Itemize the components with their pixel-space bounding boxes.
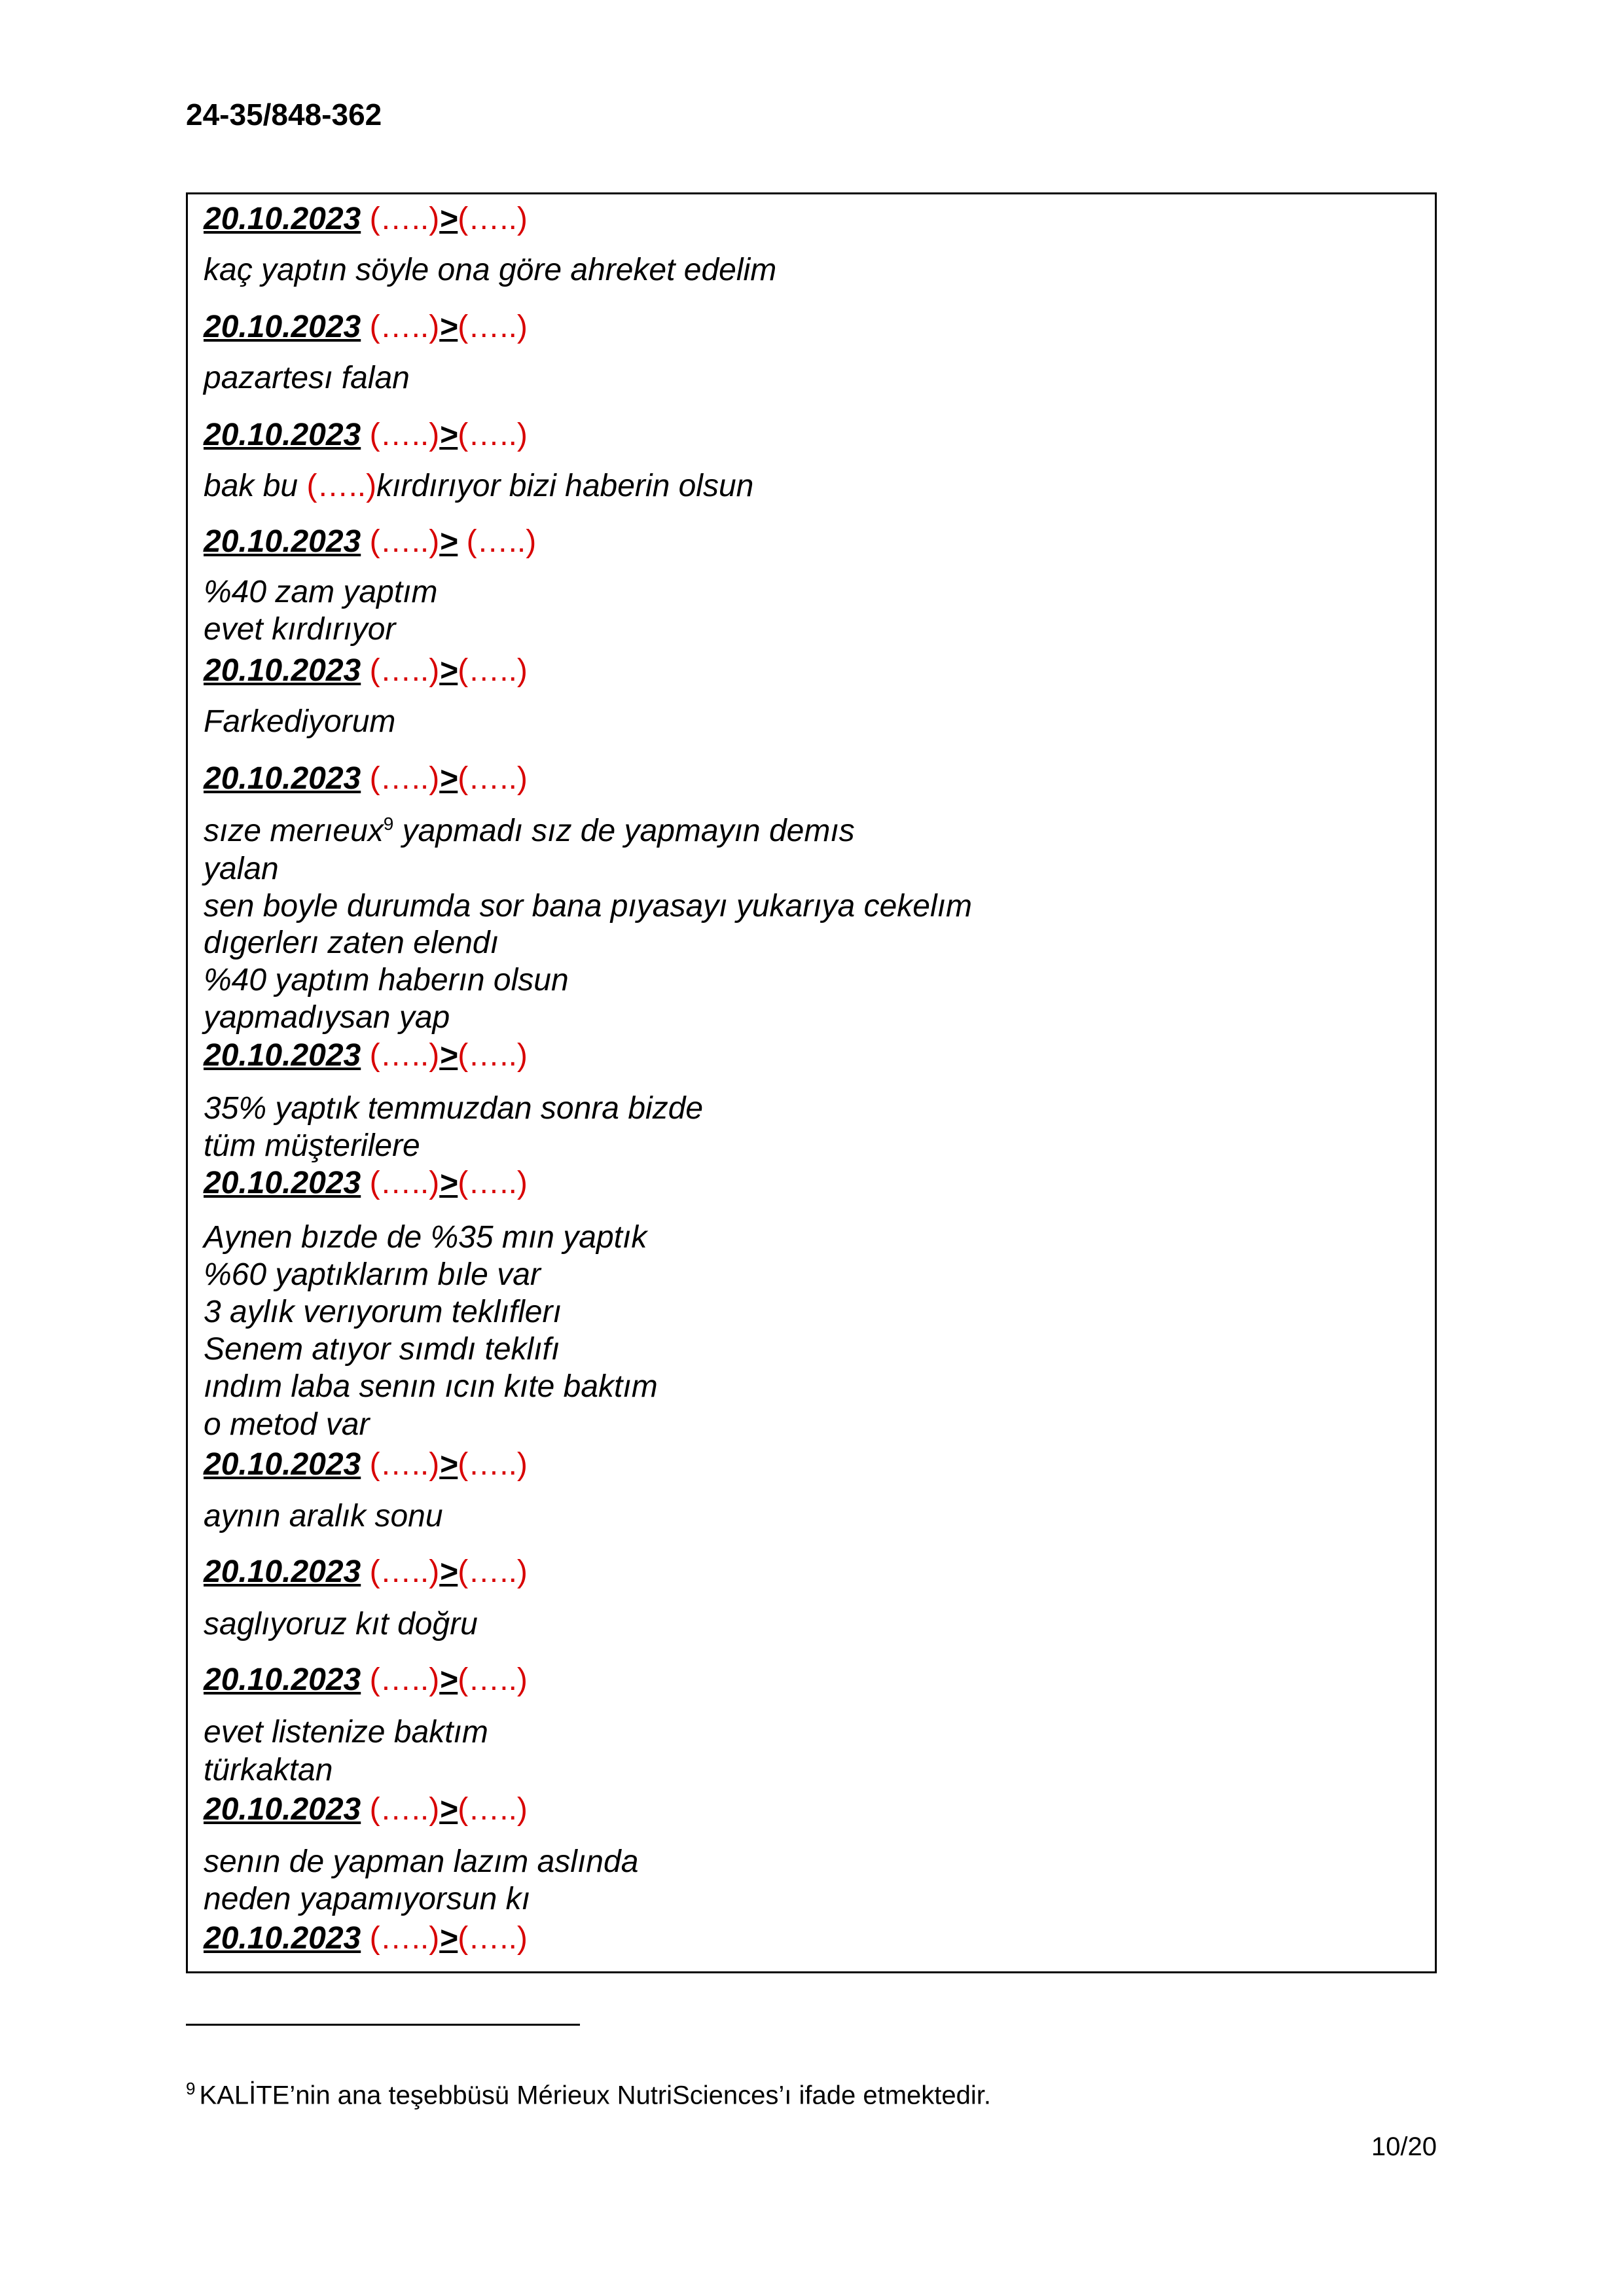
redacted-name: (…..) bbox=[306, 469, 377, 503]
redacted-recipient: (…..) bbox=[458, 1792, 528, 1827]
message-date: 20.10.2023 bbox=[204, 202, 361, 236]
message-text: Senem atıyor sımdı teklıfı bbox=[204, 1332, 560, 1367]
message-date: 20.10.2023 bbox=[204, 761, 361, 796]
message-header bbox=[204, 1662, 528, 1698]
message-header bbox=[204, 1554, 528, 1590]
direction-arrow: > bbox=[439, 1792, 458, 1827]
message-text-part: kırdırıyor bizi haberin olsun bbox=[376, 469, 754, 503]
message-text: o metod var bbox=[204, 1407, 370, 1442]
message-text: evet listenize baktım bbox=[204, 1715, 488, 1749]
message-header bbox=[204, 1791, 528, 1828]
footnote-separator bbox=[186, 2024, 580, 2026]
footnote bbox=[186, 2079, 991, 2110]
message-date: 20.10.2023 bbox=[204, 1554, 361, 1589]
redacted-recipient: (…..) bbox=[458, 524, 537, 559]
message-text: evet kırdırıyor bbox=[204, 612, 396, 647]
direction-arrow: > bbox=[439, 653, 458, 688]
message-text: yalan bbox=[204, 852, 279, 886]
direction-arrow: > bbox=[439, 1921, 458, 1956]
redacted-recipient: (…..) bbox=[458, 418, 528, 452]
message-text: kaç yaptın söyle ona göre ahreket edelim bbox=[204, 253, 777, 287]
redacted-recipient: (…..) bbox=[458, 310, 528, 344]
message-text: %40 zam yaptım bbox=[204, 575, 438, 609]
redacted-sender: (…..) bbox=[369, 1792, 440, 1827]
message-text: aynın aralık sonu bbox=[204, 1499, 443, 1534]
message-text: %60 yaptıklarım bıle var bbox=[204, 1257, 541, 1292]
message-text: tüm müşterilere bbox=[204, 1128, 420, 1163]
message-date: 20.10.2023 bbox=[204, 418, 361, 452]
message-header bbox=[204, 653, 528, 689]
redacted-sender: (…..) bbox=[369, 1921, 440, 1956]
message-text: pazartesı falan bbox=[204, 361, 410, 395]
message-date: 20.10.2023 bbox=[204, 310, 361, 344]
message-text: sen boyle durumda sor bana pıyasayı yukarıya cekelım bbox=[204, 889, 972, 924]
direction-arrow: > bbox=[439, 418, 458, 452]
message-text: dıgerlerı zaten elendı bbox=[204, 925, 499, 960]
footnote-marker: 9 bbox=[186, 2079, 196, 2098]
message-header bbox=[204, 1037, 528, 1074]
redacted-sender: (…..) bbox=[369, 761, 440, 796]
direction-arrow: > bbox=[439, 1554, 458, 1589]
redacted-sender: (…..) bbox=[369, 1662, 440, 1697]
message-date: 20.10.2023 bbox=[204, 1038, 361, 1073]
message-header bbox=[204, 1165, 528, 1202]
message-header bbox=[204, 309, 528, 346]
redacted-recipient: (…..) bbox=[458, 1166, 528, 1200]
message-text-part: sıze merıeux bbox=[204, 814, 384, 848]
message-header bbox=[204, 761, 528, 797]
message-text: Aynen bızde de %35 mın yaptık bbox=[204, 1220, 647, 1255]
message-text-part: yapmadı sız de yapmayın demıs bbox=[393, 814, 855, 848]
message-date: 20.10.2023 bbox=[204, 1447, 361, 1482]
message-text: senın de yapman lazım aslında bbox=[204, 1844, 639, 1879]
footnote-text: KALİTE’nin ana teşebbüsü Mérieux NutriSciences’ı ifade etmektedir. bbox=[199, 2081, 991, 2110]
direction-arrow: > bbox=[439, 1662, 458, 1697]
message-header bbox=[204, 1446, 528, 1483]
redacted-sender: (…..) bbox=[369, 1554, 440, 1589]
redacted-recipient: (…..) bbox=[458, 1447, 528, 1482]
footnote-reference: 9 bbox=[383, 814, 394, 834]
message-text bbox=[204, 813, 855, 850]
message-date: 20.10.2023 bbox=[204, 524, 361, 559]
message-date: 20.10.2023 bbox=[204, 653, 361, 688]
direction-arrow: > bbox=[439, 1447, 458, 1482]
message-text-part: bak bu bbox=[204, 469, 307, 503]
redacted-recipient: (…..) bbox=[458, 653, 528, 688]
direction-arrow: > bbox=[439, 310, 458, 344]
message-text: saglıyoruz kıt doğru bbox=[204, 1607, 478, 1641]
direction-arrow: > bbox=[439, 1166, 458, 1200]
redacted-recipient: (…..) bbox=[458, 1921, 528, 1956]
redacted-sender: (…..) bbox=[369, 524, 440, 559]
redacted-recipient: (…..) bbox=[458, 1662, 528, 1697]
message-text: yapmadıysan yap bbox=[204, 1000, 450, 1035]
message-header bbox=[204, 417, 528, 454]
message-date: 20.10.2023 bbox=[204, 1166, 361, 1200]
direction-arrow: > bbox=[439, 1038, 458, 1073]
document-id: 24-35/848-362 bbox=[186, 98, 382, 132]
direction-arrow: > bbox=[439, 524, 458, 559]
redacted-sender: (…..) bbox=[369, 202, 440, 236]
message-text: 3 aylık verıyorum teklıflerı bbox=[204, 1295, 562, 1329]
message-text: türkaktan bbox=[204, 1753, 333, 1787]
message-log-box bbox=[186, 192, 1437, 1973]
message-text: %40 yaptım haberın olsun bbox=[204, 963, 569, 997]
message-text bbox=[204, 468, 753, 505]
direction-arrow: > bbox=[439, 202, 458, 236]
message-header bbox=[204, 201, 528, 238]
message-text: ındım laba senın ıcın kıte baktım bbox=[204, 1369, 658, 1404]
message-date: 20.10.2023 bbox=[204, 1921, 361, 1956]
redacted-recipient: (…..) bbox=[458, 202, 528, 236]
message-text: Farkediyorum bbox=[204, 704, 396, 739]
message-date: 20.10.2023 bbox=[204, 1662, 361, 1697]
redacted-sender: (…..) bbox=[369, 418, 440, 452]
message-text: 35% yaptık temmuzdan sonra bizde bbox=[204, 1091, 704, 1126]
redacted-sender: (…..) bbox=[369, 310, 440, 344]
redacted-sender: (…..) bbox=[369, 1447, 440, 1482]
message-text: neden yapamıyorsun kı bbox=[204, 1882, 530, 1916]
redacted-recipient: (…..) bbox=[458, 1554, 528, 1589]
direction-arrow: > bbox=[439, 761, 458, 796]
message-header bbox=[204, 1920, 528, 1957]
redacted-recipient: (…..) bbox=[458, 761, 528, 796]
page-number: 10/20 bbox=[1371, 2132, 1437, 2161]
redacted-sender: (…..) bbox=[369, 1166, 440, 1200]
redacted-sender: (…..) bbox=[369, 653, 440, 688]
redacted-sender: (…..) bbox=[369, 1038, 440, 1073]
message-date: 20.10.2023 bbox=[204, 1792, 361, 1827]
redacted-recipient: (…..) bbox=[458, 1038, 528, 1073]
message-header bbox=[204, 524, 536, 560]
